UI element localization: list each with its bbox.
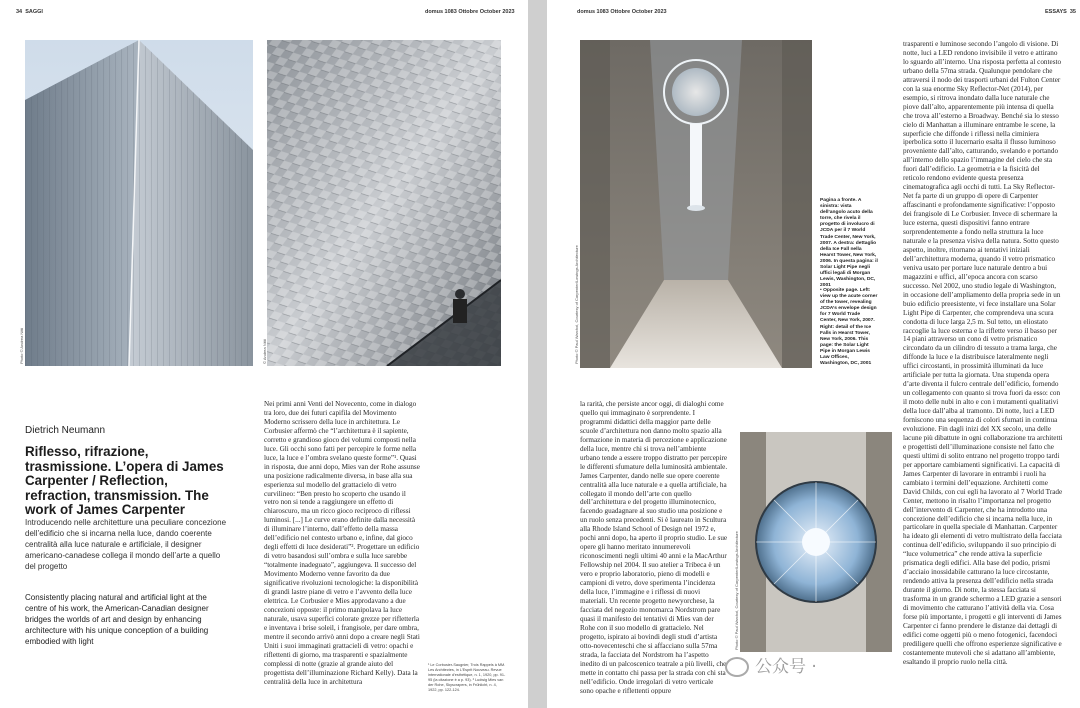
magazine-issue-right: domus 1083 Ottobre October 2023 xyxy=(577,9,667,15)
photo-credit-4: Photo © Paul Warchol, Courtesy of Carpenter/Lowings Architecture xyxy=(734,531,739,650)
tower-corner-illustration xyxy=(25,40,253,366)
wechat-watermark xyxy=(725,652,817,677)
photo-credit-3: Photo © Paul Warchol, Courtesy of Carpenter/Lowings Architecture xyxy=(574,245,579,364)
section-label-left: SAGGI xyxy=(25,9,43,15)
section-label-right: ESSAYS xyxy=(1045,9,1067,15)
left-page xyxy=(0,0,528,708)
light-pipe-upward-photo xyxy=(740,432,892,652)
watermark-text: 公众号 · xyxy=(755,657,817,677)
wechat-icon xyxy=(725,657,749,677)
body-column-3 xyxy=(903,40,1063,704)
intro-italian: Introducendo nelle architetture una peculiare concezione dell’edificio che si incarna nella luce, dando coerente centralità alla luce naturale e artificiale, il designer americano-canadese collega il mondo dell’arte a quello del progetto xyxy=(25,518,227,571)
light-pipe-corridor-illustration xyxy=(580,40,812,368)
body-column-1-text: Nei primi anni Venti del Novecento, come in dialogo tra loro, due dei futuri capifila del Movimento Moderno scrissero della luce in architettura. Le Corbusier affermò che “l’architettura è il sapiente, corretto e grandioso gioco dei volumi composti nella luce. Gli occhi sono fatti per percepire le forme nella luce, la luce e l’ombra svelano queste forme”¹. Quasi in risposta, due anni dopo, Mies van der Rohe assunse una posizione radicalmente diversa, in base alla sua esperienza sul modello del grattacielo di vetro curvilineo: “Ben presto ho scoperto che usando il vetro non si tende a raggiungere un effetto di chiaroscuro, ma un ricco gioco reciproco di riflessi luminosi. [...] Le curve erano definite dalla necessità di illuminare l’interno, dall’effetto della massa dell’edificio nel contesto urbano e, infine, dal gioco degli effetti di luce desiderati”². Progettare un edificio di vetro basandosi sull’ombra e sulla luce sarebbe “totalmente inadeguato”, aggiungeva. Il successo del Movimento Moderno venne favorito da due significative rivoluzioni tecnologiche: la disponibilità di grandi lastre piane di vetro e l’avvento della luce elettrica. Le Corbusier e Mies approdavano a due concezioni opposte: il primo manipolava la luce naturale, usava superfici colorate grezze per rifletterla e inventava i brise soleil, i frangisole, per dare ombra, mentre il secondo arrivò anni dopo a creare negli Stati Uniti i suoi immaginati grattacieli di vetro: opachi e riflettenti di giorno, ma trasparenti e spazialmente complessi di notte (grazie al grande aiuto del progettista dell’illuminazione Richard Kelly). Data la centralità della luce in architettura xyxy=(264,400,420,686)
author-name: Dietrich Neumann xyxy=(25,425,106,436)
caption-english: • Opposite page. Left: view up the acute corner of the tower, revealing JCDA’s envelope design for 7 World Trade Center, New York, 2007. Right: detail of the Ice Falls in Hearst Tower, New York, 2006. This page: the Solar Light Pipe in Morgan Lewis Law Offices, Washington, DC, 2001 xyxy=(820,288,878,367)
ice-falls-photo xyxy=(267,40,501,366)
left-page-header xyxy=(16,9,43,15)
right-page-header xyxy=(1045,9,1076,15)
body-column-2 xyxy=(580,400,728,694)
spread-gutter xyxy=(528,0,547,708)
page-number-left: 34 xyxy=(16,9,23,15)
article-title: Riflesso, rifrazione, trasmissione. L’opera di James Carpenter / Reflection, refraction, transmission. The work of James Carpenter xyxy=(25,444,224,518)
intro-english: Consistently placing natural and artificial light at the centre of his work, the American-Canadian designer bridges the worlds of art and design by enhancing architecture with his unique conception of a building embodied with light xyxy=(25,593,209,646)
photo-credit-1: Photo © Andrea Nitti xyxy=(19,327,24,364)
ice-falls-illustration xyxy=(267,40,501,366)
body-column-3-text: trasparenti e luminose secondo l’angolo di visione. Di notte, luci a LED rendono invisibile il vetro e attirano lo sguardo all’interno. Una risposta perfetta al contesto urbano della 57ma strada. Qualunque pendolare che attraversi il nodo dei trasporti urbani del Fulton Center con la sua enorme Sky Reflector-Net (2014), per esempio, si ritrova inondato dalla luce naturale che piove dall’alto, apparentemente più intensa di quella che trova all’esterno a Broadway. Benché sia lo stesso cielo di Manhattan a illuminare entrambe le scene, la superficie che diffonde i riflessi nella ciminiera iperbolica sotto il lucernario esalta il flusso luminoso proveniente dall’alto, catturando, svelando e portando all’interno dello spazio l’immagine del cielo che sta fuori dall’edificio. La geometria e la fisicità del reticolo rendono evidente questa presenza cinematografica agli occhi di tutti. La Sky Reflector-Net fa parte di un gruppo di opere di Carpenter affascinanti e profondamente significative: l’opposto dei frangisole di Le Corbusier. Invece di schermare la luce esterna, questi dispositivi fanno entrare sorprendentemente a fondo nella struttura la luce naturale e la presenza visiva della natura. Sotto questo aspetto, inoltre, ritornano ai tentativi iniziali dell’architettura moderna, quando il vetro prismatico veniva usato per portare luce naturale dentro a bui magazzini e uffici, all’epoca ancora con scarso successo. Nel 2002, uno studio legale di Washington, in occasione dell’ampliamento della propria sede in un buio edificio preesistente, vi fece installare una Solar Light Pipe di Carpenter, che comprendeva una scura condotta di luce larga 2,5 m. Sul tetto, un eliostato raccoglie la luce esterna e la riflette verso il basso per 14 piani attraverso un cono di vetro prismatico circondato da un cilindro di tessuto a trama larga, che diffonde la luce e la distribuisce lateralmente negli uffici circostanti, in prossimità illuminati da luce artificiale per tutta la giornata. Una stupenda opera d’arte diventa il fulcro centrale dell’edificio, fornendo un collegamento con quanto si trova fuori da esso: con il moto delle nubi in alto e con i mutamenti qualitativi della luce dall’alba al tramonto. Di notte, luci a LED forniscono una sequenza di colori sfumati in continua evoluzione. Fin dagli inizi del XX secolo, una delle lacune più dibattute in ogni collaborazione tra architetti e progettisti dell’illuminazione consiste nel fatto che questi ultimi di solito entrano nel progetto troppo tardi per apportare cambiamenti significativi. La capacità di James Carpenter di lavorare in entrambi i ruoli ha cambiato i termini dell’equazione. Architetti come David Childs, con cui egli ha lavorato al 7 World Trade Center, mettono in risalto l’importanza nel progetto dell’intervento di Carpenter, che ha introdotto una concezione dell’edificio che si incarna nella luce, in particolare in quella speciale di Manhattan. Carpenter ha ideato gli elementi di vetro multistrato della facciata continua dell’edificio, sviluppando il suo principio di “luce volumetrica” che rende attiva la superficie prismatica degli edifici. Alla base del podio, prismi d’acciaio inossidabile catturano la luce circostante, rendendo attiva la presenza dell’edificio nella strada durante il giorno. Di notte, la stessa facciata si trasforma in un grande schermo a LED grazie a sensori di movimento che catturano l’attività della via. Cosa forse più importante, i progetti e gli interventi di James Carpenter ci fanno prendere le distanze dai dettagli di edifici come oggetti più o meno fotogenici, facendoci prediligere quelli che offrono esperienze significative e costantemente mutevoli che si adattano all’ambiente, esaltando il proprio ruolo nella città. xyxy=(903,40,1063,666)
solar-light-pipe-photo xyxy=(580,40,812,368)
footnotes: ¹ Le Corbusier-Saugnier, Trois Rappels à MM. Les Architectes, in L’Esprit Nouveau. Revue internationale d’esthétique, n. 1, 1920, pp. 91-95 (la citazione è a p. 93). ² Ludwig Mies van der Rohe, Skyscrapers, in Frühlicht, n. 4, 1922, pp. 122-124. xyxy=(428,663,506,692)
page-number-right: 35 xyxy=(1069,9,1076,15)
light-pipe-upward-illustration xyxy=(740,432,892,652)
tower-corner-photo xyxy=(25,40,253,366)
body-column-1 xyxy=(264,400,422,694)
magazine-issue-left: domus 1083 Ottobre October 2023 xyxy=(425,9,515,15)
photo-credit-2: © Andrea Nitti xyxy=(262,339,267,364)
caption-italian: Pagina a fronte. A sinistra: vista dell’angolo acuto della torre, che rivela il progetto di involucro di JCDA per il 7 World Trade Center, New York, 2007. A destra: dettaglio della Ice Fall nella Hearst Tower, New York, 2006. In questa pagina: il Solar Light Pipe negli uffici legali di Morgan Lewis, Washington, DC, 2001 xyxy=(820,198,878,289)
right-page xyxy=(547,0,1080,708)
body-column-2-text: la rarità, che persiste ancor oggi, di dialoghi come quello qui immaginato è sorprendente. I programmi didattici della maggior parte delle scuole d’architettura non danno molto spazio alla formazione in materia di percezione e applicazione della luce, mentre chi si trova nell’ambiente urbano tende a essere troppo distratto per percepire le differenti sfumature della luminosità ambientale. James Carpenter, dando nelle sue opere coerente centralità alla luce naturale e a quella artificiale, ha collegato il mondo dell’arte con quello dell’architettura e del progetto illuminotecnico, facendo guadagnare al suo studio una posizione e un ruolo senza precedenti. Si è laureato in Scultura alla Rhode Island School of Design nel 1972 e, pochi anni dopo, ha aperto il proprio studio. Le sue opere gli hanno meritato innumerevoli riconoscimenti negli ultimi 40 anni e la MacArthur Fellowship nel 2004. Il suo atelier a Tribeca è un vero e proprio laboratorio, pieno di modelli e campioni di vetro, dove sperimenta l’incidenza della luce, l’immagine e i riflessi di nuovi materiali. Un recente progetto newyorchese, la facciata del negozio monomarca Nordstrom pare quasi il manifesto dei tentativi di Mies van der Rohe con il suo modello di grattacielo. Nel progetto, ispirato ai bovindi degli studi d’artista otto-novecenteschi che si affacciano sulla 57ma strada, la facciata del Nordstrom ha l’aspetto inedito di un palcoscenico teatrale a più livelli, che mette in contatto chi passa per la strada con chi sta nell’edificio. Onde irregolari di vetro verticale sono opache e riflettenti oppure xyxy=(580,400,728,694)
